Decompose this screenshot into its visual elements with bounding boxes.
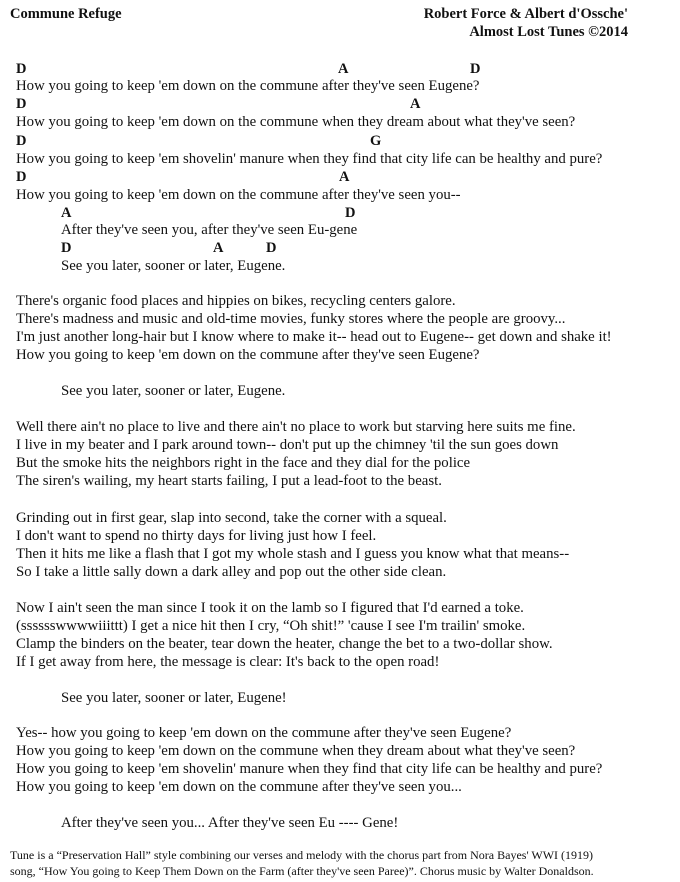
chord: D xyxy=(61,240,72,256)
lyric-line: Then it hits me like a flash that I got my whole stash and I guess you know what that means-- xyxy=(16,546,570,562)
lyric-line: After they've seen you... After they've seen Eu ---- Gene! xyxy=(61,815,399,831)
chord: G xyxy=(370,133,382,149)
lyric-line: How you going to keep 'em down on the commune after they've seen Eugene? xyxy=(16,347,480,363)
lyric-line: After they've seen you, after they've seen Eu-gene xyxy=(61,222,358,238)
lyric-line: Now I ain't seen the man since I took it on the lamb so I figured that I'd earned a toke. xyxy=(16,600,524,616)
lyric-line: But the smoke hits the neighbors right in the face and they dial for the police xyxy=(16,455,471,471)
chord: D xyxy=(16,61,27,77)
lyric-line: If I get away from here, the message is clear: It's back to the open road! xyxy=(16,654,440,670)
chord: A xyxy=(213,240,224,256)
chord: A xyxy=(410,96,421,112)
song-title: Commune Refuge xyxy=(10,6,122,22)
footnote-line: Tune is a “Preservation Hall” style combining our verses and melody with the chorus part from Nora Bayes' WWI (1919) xyxy=(10,848,594,862)
lyric-line: I'm just another long-hair but I know where to make it-- head out to Eugene-- get down and shake it! xyxy=(16,329,612,345)
lyric-line: So I take a little sally down a dark alley and pop out the other side clean. xyxy=(16,564,447,580)
publisher-copyright: Almost Lost Tunes ©2014 xyxy=(469,24,628,40)
lyric-line: How you going to keep 'em down on the commune after they've seen you... xyxy=(16,779,462,795)
lyric-line: The siren's wailing, my heart starts failing, I put a lead-foot to the beast. xyxy=(16,473,442,489)
lyric-line: How you going to keep 'em down on the commune when they dream about what they've seen? xyxy=(16,114,576,130)
lyric-line: I don't want to spend no thirty days for living just how I feel. xyxy=(16,528,377,544)
lyric-line: See you later, sooner or later, Eugene. xyxy=(61,383,286,399)
lyric-line: How you going to keep 'em down on the commune after they've seen you-- xyxy=(16,187,461,203)
chord: D xyxy=(470,61,481,77)
lyric-line: How you going to keep 'em shovelin' manure when they find that city life can be healthy and pure? xyxy=(16,761,603,777)
song-authors: Robert Force & Albert d'Ossche' xyxy=(423,6,628,22)
chord: A xyxy=(61,205,72,221)
lyric-line: How you going to keep 'em down on the commune after they've seen Eugene? xyxy=(16,78,480,94)
chord: A xyxy=(339,169,350,185)
lyric-line: How you going to keep 'em down on the commune when they dream about what they've seen? xyxy=(16,743,576,759)
lyric-line: See you later, sooner or later, Eugene! xyxy=(61,690,287,706)
lyric-line: Well there ain't no place to live and there ain't no place to work but starving here suits me fine. xyxy=(16,419,576,435)
lyric-line: Yes-- how you going to keep 'em down on the commune after they've seen Eugene? xyxy=(16,725,512,741)
chord: D xyxy=(16,133,27,149)
lyric-line: (sssssswwwwiiittt) I get a nice hit then I cry, “Oh shit!” 'cause I see I'm trailin' smoke. xyxy=(16,618,526,634)
lyric-line: There's madness and music and old-time movies, funky stores where the people are groovy... xyxy=(16,311,566,327)
lyric-line: Clamp the binders on the beater, tear down the heater, change the bet to a two-dollar show. xyxy=(16,636,553,652)
lyric-line: Grinding out in first gear, slap into second, take the corner with a squeal. xyxy=(16,510,447,526)
lyric-line: I live in my beater and I park around town-- don't put up the chimney 'til the sun goes down xyxy=(16,437,559,453)
lyric-line: How you going to keep 'em shovelin' manure when they find that city life can be healthy and pure? xyxy=(16,151,603,167)
chord: D xyxy=(266,240,277,256)
chord: A xyxy=(338,61,349,77)
lyric-line: There's organic food places and hippies on bikes, recycling centers galore. xyxy=(16,293,456,309)
chord: D xyxy=(16,96,27,112)
chord: D xyxy=(345,205,356,221)
lyric-line: See you later, sooner or later, Eugene. xyxy=(61,258,286,274)
footnote-line: song, “How You going to Keep Them Down on the Farm (after they've seen Paree)”. Chorus music by Walter Donaldson. xyxy=(10,864,594,878)
chord: D xyxy=(16,169,27,185)
